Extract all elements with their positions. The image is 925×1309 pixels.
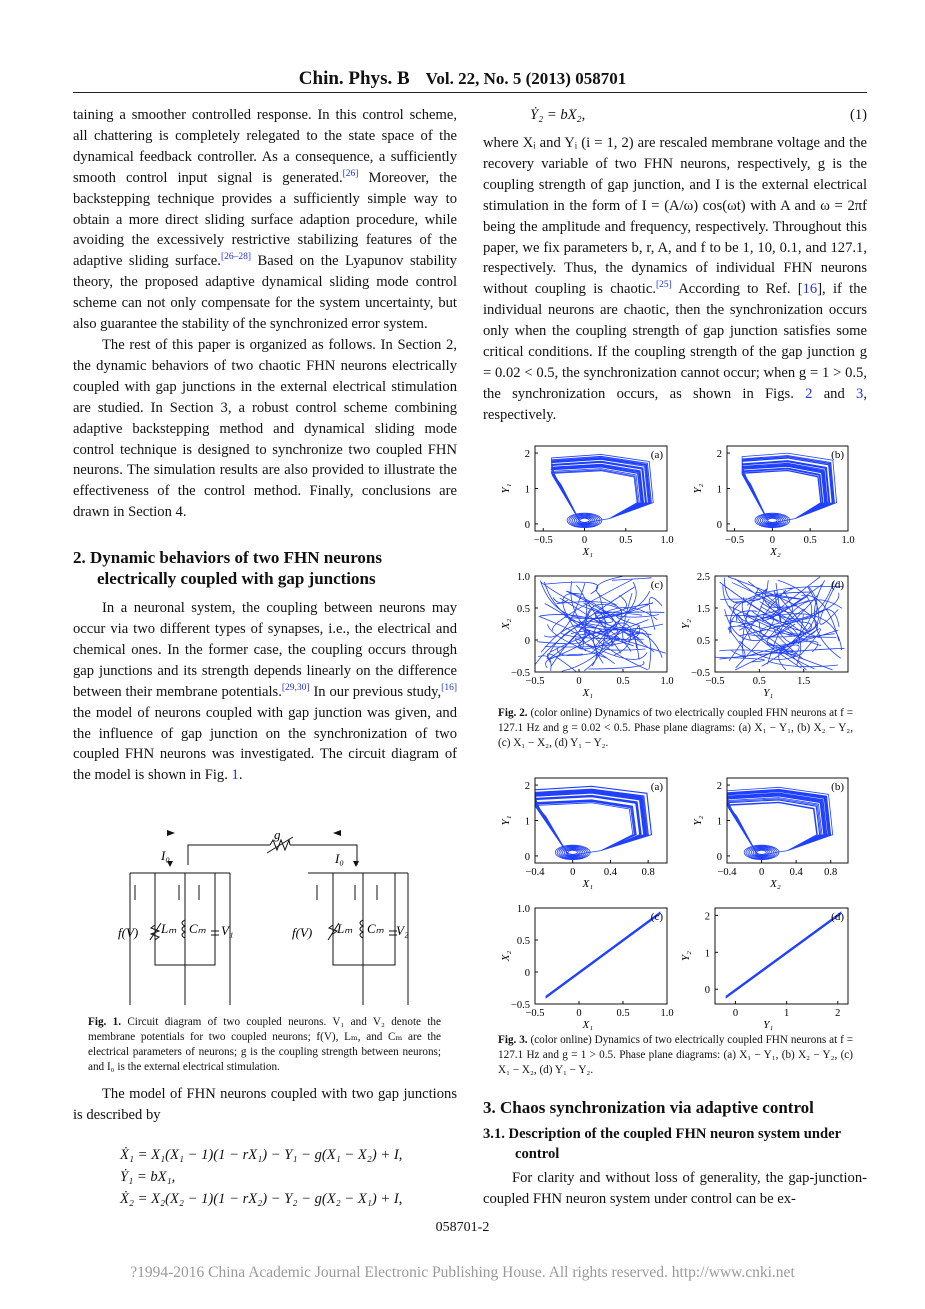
- phase-panel-c: [500, 572, 674, 699]
- x-tick-label: 0: [769, 535, 775, 546]
- y-tick-label: 0: [524, 968, 530, 979]
- figure-3: [490, 770, 870, 1032]
- x-tick-label: 0: [732, 1008, 739, 1019]
- running-header: [0, 68, 925, 90]
- x-tick-label: −0.5: [525, 1008, 545, 1019]
- y-axis-label: Y₁: [500, 483, 512, 494]
- left-column: [73, 105, 457, 786]
- y-tick-label: 2: [716, 449, 722, 461]
- panel-tag: (b): [831, 449, 844, 461]
- label-v2: V₂: [396, 923, 409, 938]
- text-run: , respectively.: [483, 385, 867, 423]
- phase-trajectory: [727, 787, 833, 859]
- y-tick-label: 2: [524, 449, 530, 461]
- y-axis-label: Y₂: [692, 483, 704, 494]
- y-tick-label: 2: [524, 781, 530, 793]
- text-run: The model of FHN neurons coupled with two gap junctions is described by: [73, 1086, 457, 1123]
- circuit-diagram: [115, 825, 415, 1015]
- x-tick-label: 0: [758, 867, 765, 878]
- y-tick-label: 0.5: [696, 636, 710, 647]
- x-tick-label: −0.4: [525, 867, 545, 878]
- fig1-caption: [88, 1015, 441, 1075]
- text-run: Moreover, the backstepping technique provides a sufficiently simple way to obtain a more direct sliding surface adaption procedure, while avoiding the excessively restrictive stabilizing features of the adaptive sliding surface.: [73, 169, 458, 270]
- x-axis-label: Y₁: [763, 687, 774, 699]
- section-heading: 2. Dynamic behaviors of two FHN neurons electrically coupled with gap junctions: [73, 548, 382, 589]
- equation: Ẏ₁ = bX₁,: [120, 1168, 176, 1185]
- caption-label: Fig. 3.: [498, 1034, 528, 1046]
- y-tick-label: 1: [716, 816, 722, 828]
- label-fv-left: f(V): [118, 925, 139, 940]
- x-axis-label: X₁: [582, 687, 594, 699]
- fig3-caption: [498, 1033, 853, 1078]
- label-g: g: [274, 827, 281, 842]
- phase-trajectory: [726, 912, 842, 999]
- x-tick-label: 1: [783, 1008, 790, 1019]
- label-i0-left: I₀: [161, 848, 170, 863]
- paragraph: [483, 133, 867, 426]
- equation-block: [73, 1144, 457, 1210]
- text-run: In our previous study,: [309, 683, 442, 700]
- y-tick-label: 1.5: [696, 604, 710, 615]
- citation-link[interactable]: [26]: [342, 168, 359, 179]
- phase-panel-c: [500, 904, 674, 1031]
- cross-reference-link[interactable]: 1: [231, 767, 239, 784]
- section-heading: 3. Chaos synchronization via adaptive control: [483, 1098, 814, 1117]
- x-tick-label: 0.5: [616, 676, 630, 687]
- left-column-bottom: [73, 1084, 457, 1210]
- y-axis-label: Y₂: [680, 619, 692, 629]
- x-tick-label: −0.5: [705, 676, 725, 687]
- text-run: .: [238, 767, 243, 784]
- x-tick-label: 1.0: [660, 676, 674, 687]
- text-run: Based on the Lyapunov stability theory, the proposed adaptive dynamical sliding mode control scheme can not only compensate for the system uncertainty, but also guarantee the stability of the synchronized error system.: [73, 253, 457, 333]
- y-tick-label: −0.5: [690, 668, 710, 679]
- y-tick-label: −0.5: [510, 668, 530, 679]
- label-lm-left: Lₘ: [161, 921, 177, 936]
- figure-2: [490, 438, 870, 700]
- y-tick-label: 2: [716, 781, 722, 793]
- equation: Ẏ₂ = bX₂,: [530, 107, 586, 123]
- panel-tag: (d): [831, 579, 844, 591]
- equation-number: (1): [849, 107, 867, 123]
- y-tick-label: 0.5: [516, 604, 530, 615]
- phase-trajectory: [552, 454, 654, 527]
- x-tick-label: −0.5: [533, 535, 553, 546]
- y-axis-label: Y₁: [500, 815, 512, 826]
- y-tick-label: 1.0: [516, 572, 530, 583]
- x-tick-label: 1.5: [797, 676, 811, 687]
- y-tick-label: 1: [524, 816, 530, 828]
- phase-panel-b: [692, 778, 848, 890]
- x-axis-label: X₁: [582, 878, 594, 890]
- x-tick-label: 0.8: [641, 867, 655, 878]
- paragraph: [73, 598, 457, 786]
- x-tick-label: 0: [576, 676, 582, 687]
- paragraph: [73, 1084, 457, 1126]
- y-axis-label: Y₂: [680, 951, 692, 961]
- right-column: [483, 105, 867, 426]
- panel-tag: (a): [650, 781, 663, 793]
- x-tick-label: −0.5: [525, 676, 545, 687]
- phase-panel-a: [500, 778, 667, 890]
- caption-text: Circuit diagram of two coupled neurons. V₁ and V₂ denote the membrane potentials for two coupled neurons; f(V), Lₘ, and Cₘ are the electrical parameters of neurons; g is the coupling strength between neurons; and I₀ is the external electrical stimulation.: [88, 1016, 441, 1073]
- y-tick-label: 0: [716, 519, 722, 531]
- panel-tag: (c): [650, 579, 663, 591]
- caption-label: Fig. 1.: [88, 1016, 122, 1028]
- phase-trajectory: [715, 577, 844, 670]
- phase-trajectory: [546, 912, 661, 999]
- watermark: ?1994-2016 China Academic Journal Electronic Publishing House. All rights reserved. http://www.cnki.net: [130, 1264, 795, 1281]
- x-tick-label: 0.8: [824, 867, 838, 878]
- y-tick-label: −0.5: [510, 1000, 530, 1011]
- page-number: 058701-2: [435, 1220, 490, 1235]
- x-tick-label: 0.5: [616, 1008, 630, 1019]
- x-tick-label: −0.5: [725, 535, 745, 546]
- x-axis-label: X₁: [582, 1019, 594, 1031]
- paragraph: [73, 105, 457, 335]
- volume-info: Vol. 22, No. 5 (2013) 058701: [425, 69, 627, 88]
- x-axis-label: X₂: [770, 878, 781, 890]
- panel-tag: (a): [650, 449, 663, 461]
- caption-text: (color online) Dynamics of two electrically coupled FHN neurons at f = 127.1 Hz and g = 0.02 < 0.5. Phase plane diagrams: (a) X₁ − Y₁, (b) X₂ − Y₂, (c) X₁ − X₂, (d) Y₁ − Y₂.: [498, 707, 853, 749]
- phase-panel-b: [692, 446, 855, 558]
- y-tick-label: 1.0: [516, 904, 530, 915]
- x-tick-label: −0.4: [717, 867, 737, 878]
- label-cm-right: Cₘ: [367, 921, 384, 936]
- label-cm-left: Cₘ: [189, 921, 206, 936]
- panel-tag: (d): [831, 911, 844, 923]
- y-tick-label: 2.5: [696, 572, 710, 583]
- citation-link[interactable]: [16]: [441, 682, 457, 693]
- header-rule: [73, 92, 867, 93]
- x-tick-label: 0.5: [752, 676, 766, 687]
- citation-link[interactable]: [29,30]: [281, 682, 310, 693]
- equation: Ẋ₂ = X₂(X₂ − 1)(1 − rX₂) − Y₂ − g(X₂ − X₁) + I,: [120, 1190, 403, 1207]
- fig2-caption: [498, 706, 853, 751]
- x-tick-label: 0.4: [789, 867, 803, 878]
- x-tick-label: 1.0: [660, 1008, 674, 1019]
- text-run: and: [812, 385, 857, 402]
- panel-tag: (b): [831, 781, 844, 793]
- x-tick-label: 0.5: [619, 535, 633, 546]
- x-tick-label: 2: [835, 1008, 841, 1019]
- paragraph: [483, 1168, 867, 1210]
- y-tick-label: 0: [524, 636, 530, 647]
- y-tick-label: 1: [524, 484, 530, 496]
- x-tick-label: 0: [576, 1008, 582, 1019]
- cross-reference-link[interactable]: 2: [805, 385, 813, 402]
- x-axis-label: X₂: [770, 546, 781, 558]
- equation-line: [483, 105, 867, 133]
- citation-link[interactable]: [26–28]: [220, 252, 252, 263]
- y-axis-label: X₂: [500, 950, 512, 962]
- x-tick-label: 0: [570, 867, 576, 878]
- y-tick-label: 0: [716, 851, 722, 863]
- phase-panel-d: [680, 908, 848, 1031]
- text-run: where Xᵢ and Yᵢ (i = 1, 2) are rescaled membrane voltage and the recovery variable of two FHN neurons, respectively, g is the coupling strength of gap junction, and I is the external electrical stimulation in the form of I = (A/ω) cos(ωt) with A and ω = 2πf being the amplitude and frequency, respectively. Throughout this paper, we fix parameters b, r, A, and f to be 1, 10, 0.1, and 127.1, respectively. Thus, the dynamics of individual FHN neurons without coupling is chaotic.: [483, 135, 867, 298]
- label-fv-right: f(V): [292, 925, 313, 940]
- panel-tag: (c): [650, 911, 663, 923]
- x-tick-label: 0: [581, 535, 588, 546]
- text-run: the model of neurons coupled with gap junction was given, and the influence of gap junction on the synchronization of two coupled FHN neurons was investigated. The circuit diagram of the model is shown in Fig.: [73, 704, 457, 784]
- x-tick-label: 0.5: [803, 535, 817, 546]
- subsection-heading: 3.1. Description of the coupled FHN neuron system under control: [483, 1126, 841, 1162]
- y-axis-label: X₂: [500, 618, 512, 630]
- phase-trajectory: [742, 453, 837, 528]
- paragraph: [73, 335, 457, 523]
- x-axis-label: X₁: [582, 546, 594, 558]
- cross-reference-link[interactable]: 3: [856, 385, 864, 402]
- text-run: For clarity and without loss of generality, the gap-junction-coupled FHN neuron system under control can be ex-: [483, 1170, 867, 1207]
- x-tick-label: 0.4: [603, 867, 617, 878]
- y-tick-label: 0: [524, 851, 530, 863]
- journal-name: Chin. Phys. B: [298, 68, 410, 89]
- cross-reference-link[interactable]: 16: [802, 281, 818, 298]
- phase-panel-d: [680, 572, 848, 699]
- citation-link[interactable]: [25]: [655, 280, 672, 291]
- y-tick-label: 1: [716, 484, 722, 496]
- label-lm-right: Lₘ: [337, 921, 353, 936]
- y-tick-label: 2: [704, 911, 710, 923]
- right-column-bottom: [483, 1097, 867, 1210]
- label-v1: V₁: [221, 923, 234, 938]
- text-run: According to Ref. [: [671, 281, 803, 298]
- caption-label: Fig. 2.: [498, 707, 528, 719]
- x-tick-label: 1.0: [660, 535, 674, 546]
- phase-trajectory: [535, 576, 666, 672]
- text-run: ], if the individual neurons are chaotic, then the synchronization occurs only when the coupling strength of gap junction satisfies some critical conditions. If the coupling strength of the gap junction g = 0.02 < 0.5, the synchronization cannot occur; when g = 1 > 0.5, the synchronization occurs, as shown in Figs.: [483, 281, 867, 402]
- x-axis-label: Y₁: [763, 1019, 774, 1031]
- y-axis-label: Y₂: [692, 815, 704, 826]
- y-tick-label: 0: [704, 985, 710, 997]
- phase-trajectory: [535, 786, 652, 859]
- equation: Ẋ₁ = X₁(X₁ − 1)(1 − rX₁) − Y₁ − g(X₁ − X₂) + I,: [120, 1146, 403, 1163]
- y-tick-label: 0.5: [516, 936, 530, 947]
- caption-text: (color online) Dynamics of two electrically coupled FHN neurons at f = 127.1 Hz and g = 1 > 0.5. Phase plane diagrams: (a) X₁ − Y₁, (b) X₂ − Y₂, (c) X₁ − X₂, (d) Y₁ − Y₂.: [498, 1034, 853, 1076]
- phase-panel-a: [500, 446, 674, 558]
- x-tick-label: 1.0: [841, 535, 855, 546]
- text-run: taining a smoother controlled response. In this control scheme, all chattering is completely relegated to the state space of the dynamical feedback controller. As a consequence, a sufficiently smooth control input signal is generated.: [73, 107, 457, 186]
- label-i0-right: I₀: [335, 851, 344, 866]
- text-run: The rest of this paper is organized as follows. In Section 2, the dynamic behaviors of two chaotic FHN neurons electrically coupled with gap junctions in the external electrical stimulation are studied. In Section 3, a robust control scheme combining adaptive backstepping method and dynamical sliding mode control technique is designed to synchronize two coupled FHN neurons. The simulation results are also provided to illustrate the effectiveness of the control method. Finally, conclusions are drawn in Section 4.: [73, 336, 457, 521]
- y-tick-label: 1: [704, 948, 710, 960]
- text-run: In a neuronal system, the coupling between neurons may occur via two different types of synapses, i.e., the electrical and chemical ones. In the former case, the coupling occurs through gap junctions and its strength depends linearly on the difference between their membrane potentials.: [73, 600, 457, 700]
- y-tick-label: 0: [524, 519, 530, 531]
